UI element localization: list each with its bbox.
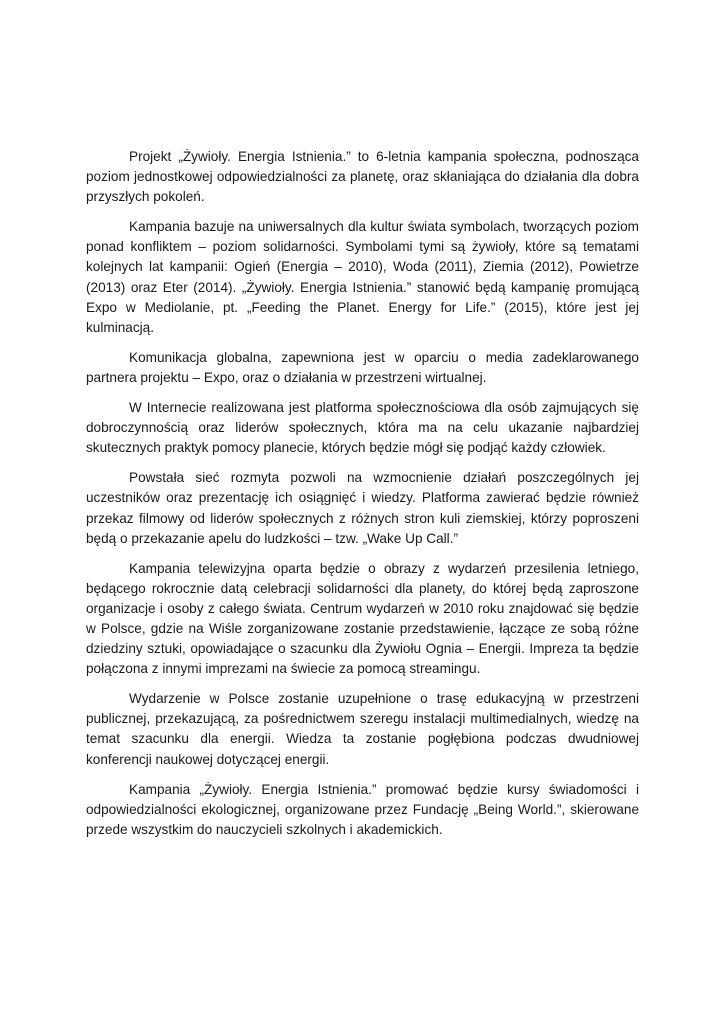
paragraph-2: Kampania bazuje na uniwersalnych dla kultur świata symbolach, tworzących poziom ponad konfliktem – poziom solidarności. Symbolami tymi są żywioły, które są tematami kolejnych lat kampanii: Ogień (Energia – 2010), Woda (2011), Ziemia (2012), Powietrze (2013) oraz Eter (2014). „Żywioły. Energia Istnienia.” stanowić będą kampanię promującą Expo w Mediolanie, pt. „Feeding the Planet. Energy for Life.” (2015), które jest jej kulminacją. bbox=[86, 219, 639, 335]
paragraph-5: Powstała sieć rozmyta pozwoli na wzmocnienie działań poszczególnych jej uczestników oraz prezentację ich osiągnięć i wiedzy. Platforma zawierać będzie również przekaz filmowy od liderów społecznych z różnych stron kuli ziemskiej, którzy poproszeni będą o przekazanie apelu do ludzkości – tzw. „Wake Up Call.” bbox=[86, 470, 639, 546]
paragraph-8: Kampania „Żywioły. Energia Istnienia.” promować będzie kursy świadomości i odpowiedzialności ekologicznej, organizowane przez Fundację „Being World.”, skierowane przede wszystkim do nauczycieli szkolnych i akademickich. bbox=[86, 781, 639, 837]
paragraph-4: W Internecie realizowana jest platforma społecznościowa dla osób zajmujących się dobroczynnością oraz liderów społecznych, która ma na celu ukazanie najbardziej skutecznych praktyk pomocy planecie, których będzie mógł się podjąć każdy człowiek. bbox=[86, 400, 639, 456]
document-body bbox=[86, 147, 639, 850]
paragraph-7: Wydarzenie w Polsce zostanie uzupełnione o trasę edukacyjną w przestrzeni publicznej, przekazującą, za pośrednictwem szeregu instalacji multimedialnych, wiedzę na temat szacunku dla energii. Wiedza ta zostanie pogłębiona podczas dwudniowej konferencji naukowej dotyczącej energii. bbox=[86, 691, 639, 767]
paragraph-1: Projekt „Żywioły. Energia Istnienia.” to 6-letnia kampania społeczna, podnosząca poziom jednostkowej odpowiedzialności za planetę, oraz skłaniająca do działania dla dobra przyszłych pokoleń. bbox=[86, 149, 639, 205]
paragraph-3: Komunikacja globalna, zapewniona jest w oparciu o media zadeklarowanego partnera projektu – Expo, oraz o działania w przestrzeni wirtualnej. bbox=[86, 349, 639, 385]
paragraph-6: Kampania telewizyjna oparta będzie o obrazy z wydarzeń przesilenia letniego, będącego rokrocznie datą celebracji solidarności dla planety, do której będą zaproszone organizacje i osoby z całego świata. Centrum wydarzeń w 2010 roku znajdować się będzie w Polsce, gdzie na Wiśle zorganizowane zostanie przedstawienie, łączące ze sobą różne dziedziny sztuki, opowiadające o szacunku dla Żywiołu Ognia – Energii. Impreza ta będzie połączona z innymi imprezami na świecie za pomocą streamingu. bbox=[86, 560, 639, 677]
